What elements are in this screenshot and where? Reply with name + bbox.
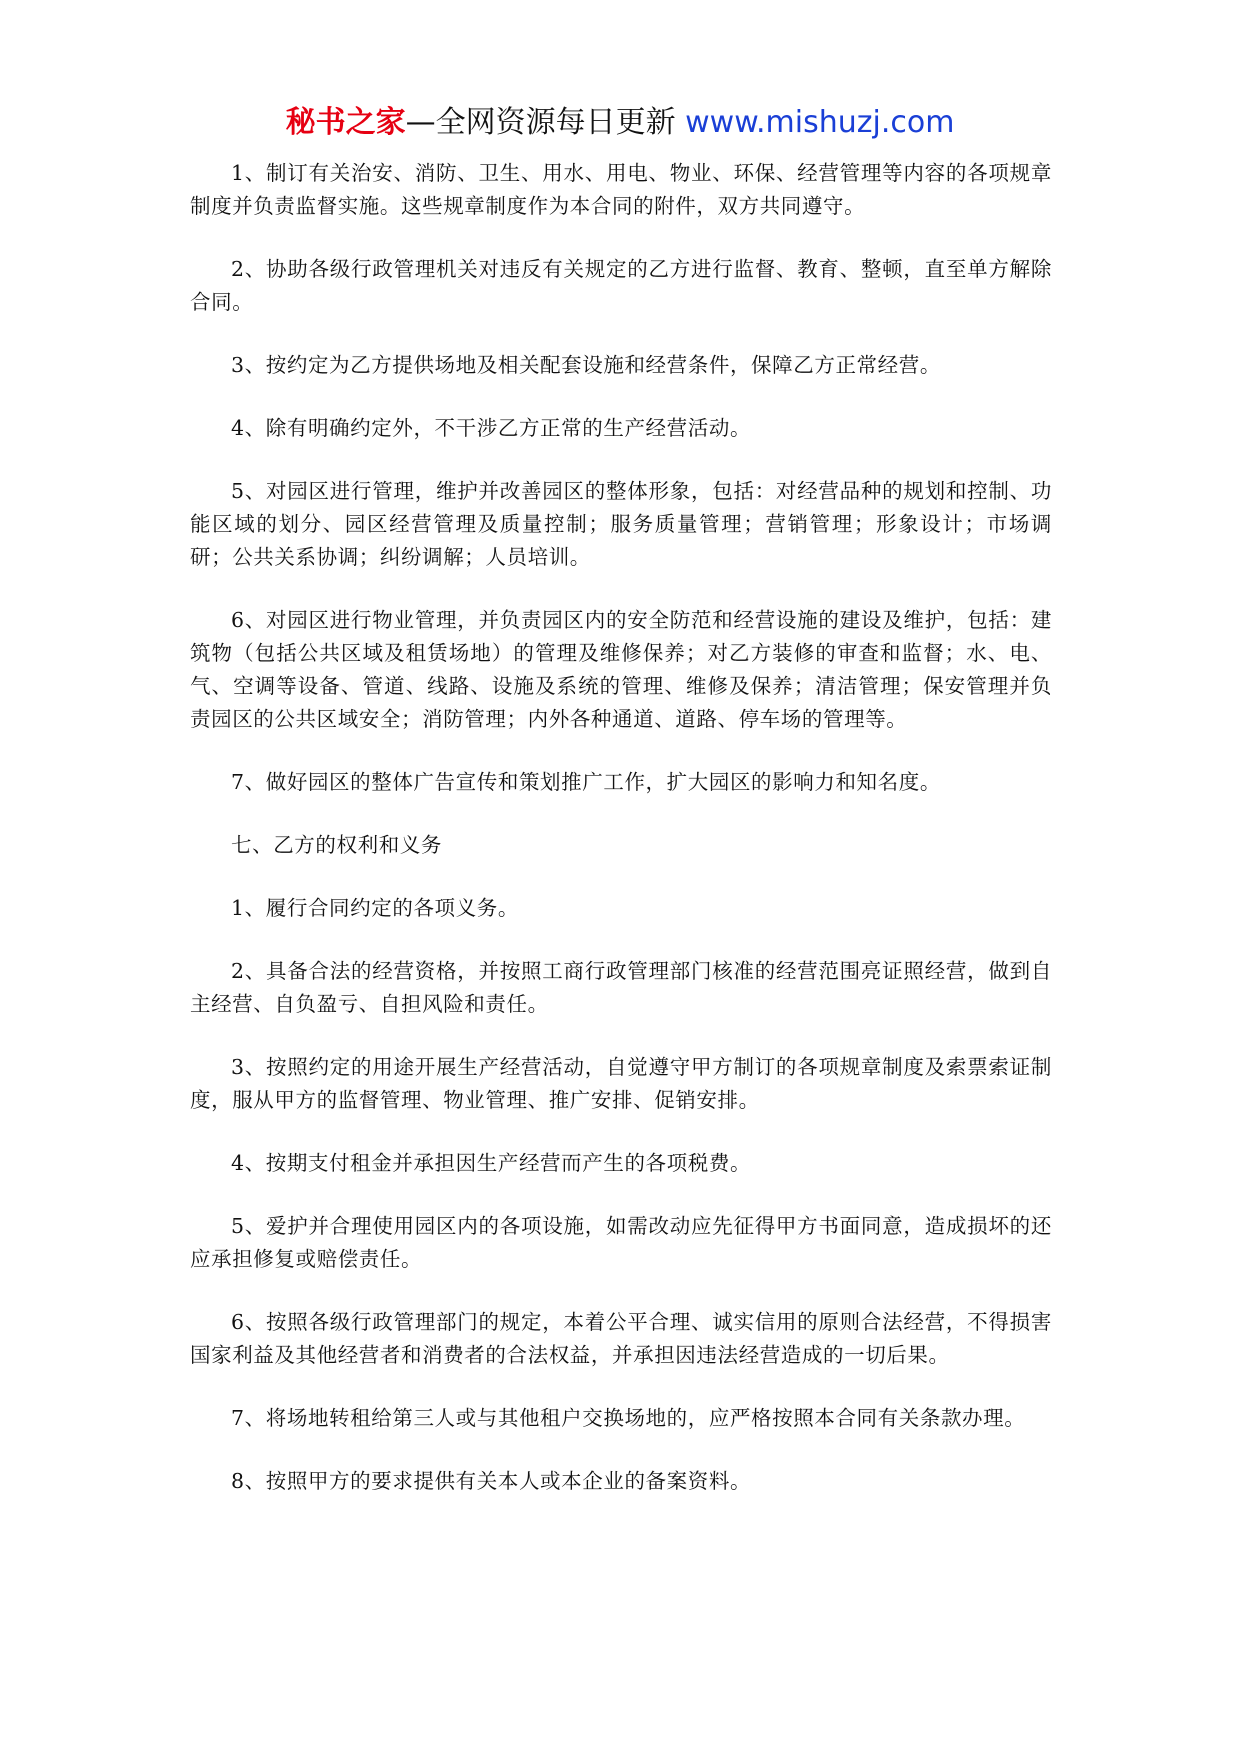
- paragraph: 8、按照甲方的要求提供有关本人或本企业的备案资料。: [231, 1469, 752, 1493]
- paragraph: 1、履行合同约定的各项义务。: [231, 896, 519, 920]
- paragraph: 7、将场地转租给第三人或与其他租户交换场地的，应严格按照本合同有关条款办理。: [231, 1406, 1026, 1430]
- paragraph: 6、按照各级行政管理部门的规定，本着公平合理、诚实信用的原则合法经营，不得损害国家利益及其他经营者和消费者的合法权益，并承担因违法经营造成的一切后果。: [190, 1310, 1052, 1367]
- site-url: www.mishuzj.com: [685, 105, 955, 140]
- paragraph: 5、爱护并合理使用园区内的各项设施，如需改动应先征得甲方书面同意，造成损坏的还应承担修复或赔偿责任。: [190, 1214, 1052, 1271]
- brand-name: 秘书之家: [285, 105, 406, 140]
- paragraph: 6、对园区进行物业管理，并负责园区内的安全防范和经营设施的建设及维护，包括：建筑物（包括公共区域及租赁场地）的管理及维修保养；对乙方装修的审查和监督；水、电、气、空调等设备、管道、线路、设施及系统的管理、维修及保养；清洁管理；保安管理并负责园区的公共区域安全；消防管理；内外各种通道、道路、停车场的管理等。: [190, 608, 1052, 731]
- paragraph: 3、按约定为乙方提供场地及相关配套设施和经营条件，保障乙方正常经营。: [231, 353, 941, 377]
- paragraph: 4、除有明确约定外，不干涉乙方正常的生产经营活动。: [231, 416, 752, 440]
- paragraph: 2、协助各级行政管理机关对违反有关规定的乙方进行监督、教育、整顿，直至单方解除合同。: [190, 257, 1052, 314]
- paragraph: 2、具备合法的经营资格，并按照工商行政管理部门核准的经营范围亮证照经营，做到自主经营、自负盈亏、自担风险和责任。: [190, 959, 1052, 1016]
- site-tagline: —全网资源每日更新: [405, 105, 686, 140]
- paragraph: 7、做好园区的整体广告宣传和策划推广工作，扩大园区的影响力和知名度。: [231, 770, 941, 794]
- document-body: [190, 157, 1052, 1528]
- section-heading: 七、乙方的权利和义务: [231, 833, 442, 857]
- paragraph: 1、制订有关治安、消防、卫生、用水、用电、物业、环保、经营管理等内容的各项规章制度并负责监督实施。这些规章制度作为本合同的附件，双方共同遵守。: [190, 161, 1052, 218]
- paragraph: 4、按期支付租金并承担因生产经营而产生的各项税费。: [231, 1151, 752, 1175]
- paragraph: 3、按照约定的用途开展生产经营活动，自觉遵守甲方制订的各项规章制度及索票索证制度，服从甲方的监督管理、物业管理、推广安排、促销安排。: [190, 1055, 1052, 1112]
- site-header: [0, 102, 1240, 144]
- paragraph: 5、对园区进行管理，维护并改善园区的整体形象，包括：对经营品种的规划和控制、功能区域的划分、园区经营管理及质量控制；服务质量管理；营销管理；形象设计；市场调研；公共关系协调；纠纷调解；人员培训。: [190, 479, 1052, 569]
